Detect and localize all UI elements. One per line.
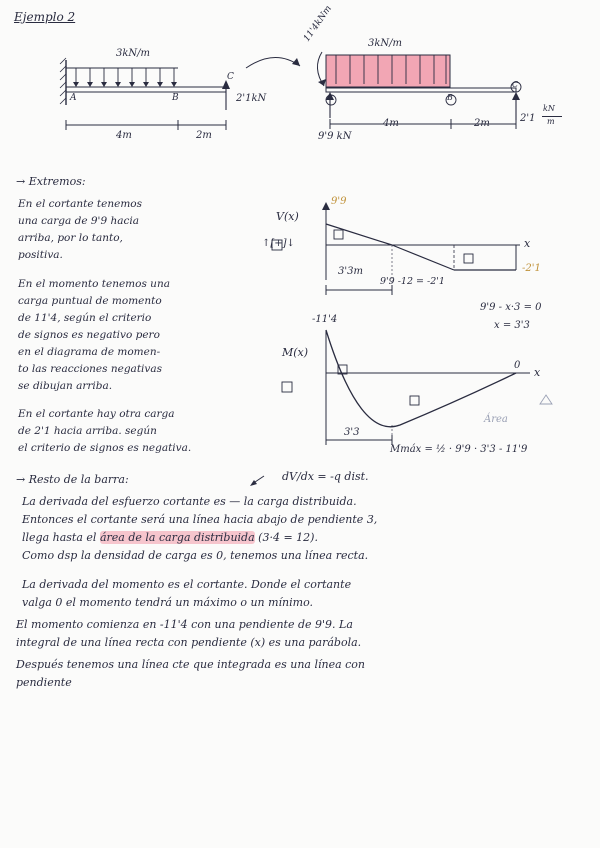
right-force-c-unit-den: m xyxy=(547,117,555,126)
extremos-heading: → Extremos: xyxy=(16,175,86,188)
left-point-b: B xyxy=(172,93,179,103)
shear-calc-2: 9'9 - x·3 = 0 xyxy=(480,302,542,313)
right-reaction-a: 9'9 kN xyxy=(318,131,352,142)
resto-line: integral de una línea recta con pendiente (x) es una parábola. xyxy=(16,636,362,649)
shear-calc-1: 9'9 -12 = -2'1 xyxy=(380,276,445,287)
resto-line-highlighted: llega hasta el área de la carga distribuida (3·4 = 12). xyxy=(22,531,318,544)
right-beam-diagram xyxy=(317,52,521,129)
resto-formula: dV/dx = -q dist. xyxy=(282,470,369,483)
para1-line: En el cortante tenemos xyxy=(18,198,142,210)
resto-line: Después tenemos una línea cte que integrada es una línea con xyxy=(16,658,366,671)
extremos-para-1 xyxy=(18,196,142,264)
resto-line: pendiente xyxy=(16,676,72,689)
shear-sign-convention: ↑[+]↓ xyxy=(262,238,295,249)
right-dim-2: 2m xyxy=(474,118,490,129)
resto-line: Entonces el cortante será una línea hacia abajo de pendiente 3, xyxy=(22,513,378,526)
shear-label: V(x) xyxy=(276,210,299,223)
para3-line: el criterio de signos es negativa. xyxy=(18,442,192,454)
right-load-label: 3kN/m xyxy=(368,38,403,49)
left-point-c: C xyxy=(227,72,234,82)
sign-boxes xyxy=(272,230,473,405)
resto-line: valga 0 el momento tendrá un máximo o un mínimo. xyxy=(22,596,314,609)
right-moment-label: 11'4kNm xyxy=(302,3,335,44)
page-title: Ejemplo 2 xyxy=(14,10,76,24)
moment-x-axis-label: x xyxy=(534,366,541,379)
para2-line: carga puntual de momento xyxy=(18,295,162,307)
right-point-b: B xyxy=(447,93,453,102)
left-point-a: A xyxy=(70,93,77,103)
left-force-c: 2'1kN xyxy=(236,93,267,104)
para1-line: arriba, por lo tanto, xyxy=(18,232,123,244)
moment-diagram xyxy=(326,330,552,445)
shear-x-axis-label: x xyxy=(524,237,531,250)
para1-line: una carga de 9'9 hacia xyxy=(18,215,139,227)
moment-x-position: 3'3 xyxy=(344,427,360,438)
resto-heading: → Resto de la barra: xyxy=(16,473,129,486)
resto-arrow-decor xyxy=(250,476,264,486)
para2-line: to las reacciones negativas xyxy=(18,363,162,375)
para3-line: En el cortante hay otra carga xyxy=(18,408,175,420)
shear-zero-position: 3'3m xyxy=(338,266,363,277)
resto-line: Como dsp la densidad de carga es 0, tenemos una línea recta. xyxy=(22,549,369,562)
right-dim-1: 4m xyxy=(383,118,399,129)
shear-top-value: 9'9 xyxy=(331,196,347,207)
para2-line: se dibujan arriba. xyxy=(18,380,113,392)
para1-line: positiva. xyxy=(18,249,63,261)
para2-line: de signos es negativo pero xyxy=(18,329,160,341)
resto-line: El momento comienza en -11'4 con una pendiente de 9'9. La xyxy=(16,618,353,631)
para2-line: En el momento tenemos una xyxy=(18,278,170,290)
right-force-c-value: 2'1 xyxy=(520,113,536,124)
left-load-label: 3kN/m xyxy=(116,48,151,59)
moment-max-formula: Mmáx = ½ · 9'9 · 3'3 - 11'9 xyxy=(390,444,528,455)
shear-calc-3: x = 3'3 xyxy=(494,320,530,331)
left-dim-2: 2m xyxy=(196,130,212,141)
para3-line: de 2'1 hacia arriba. según xyxy=(18,425,157,437)
right-point-c: C xyxy=(512,80,519,89)
resto-line: La derivada del momento es el cortante. Donde el cortante xyxy=(22,578,352,591)
right-point-a: A xyxy=(327,93,333,102)
moment-end-value: 0 xyxy=(514,360,521,371)
highlight-text: área de la carga distribuida xyxy=(99,531,255,544)
para2-line: en el diagrama de momen- xyxy=(18,346,161,358)
moment-area-label: Área xyxy=(484,414,508,425)
extremos-para-3 xyxy=(18,406,191,457)
moment-label: M(x) xyxy=(282,346,309,359)
resto-line: La derivada del esfuerzo cortante es — la carga distribuida. xyxy=(22,495,357,508)
left-dim-1: 4m xyxy=(116,130,132,141)
extremos-para-2 xyxy=(18,276,170,395)
shear-end-value: -2'1 xyxy=(522,263,541,274)
para2-line: de 11'4, según el criterio xyxy=(18,312,152,324)
moment-start-value: -11'4 xyxy=(312,314,338,325)
right-force-c-unit-num: kN xyxy=(543,104,555,113)
